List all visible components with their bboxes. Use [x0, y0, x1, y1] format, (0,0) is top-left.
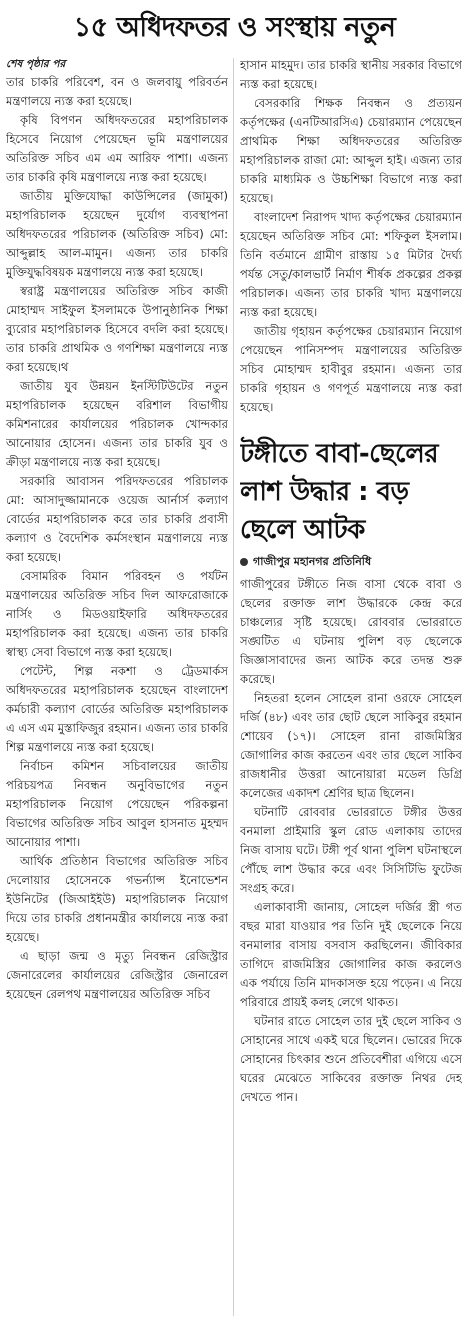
byline [240, 553, 462, 571]
continued-from-label: শেষ পৃষ্ঠার পর [6, 58, 66, 70]
paragraph: জাতীয় মুক্তিযোদ্ধা কাউন্সিলের (জামুকা) মহাপরিচালক হয়েছেন দুর্যোগ ব্যবস্থাপনা অধিদফতরের পরিচালক (অতিরিক্ত সচিব) মো: আব্দুল্লাহ আল-মামুন। এজন্য তার চাকরি মুক্তিযুদ্ধবিষয়ক মন্ত্রণালয়ে ন্যস্ত করা হয়েছে। [6, 189, 228, 279]
paragraph: ঘটনাটি রোববার ভোররাতে টঙ্গীর উত্তর বনমালা প্রাইমারি স্কুল রোড এলাকায় তাদের নিজ বাসায় ঘটে। টঙ্গী পূর্ব থানা পুলিশ ঘটনাস্থলে পৌঁছে লাশ উদ্ধার করে এবং সিসিটিভি ফুটেজ সংগ্রহ করে। [240, 805, 462, 895]
left-column [6, 56, 228, 1318]
paragraph: তার চাকরি পরিবেশ, বন ও জলবায়ু পরিবর্তন মন্ত্রণালয়ে ন্যস্ত করা হয়েছে। [6, 75, 228, 108]
paragraph: এলাকাবাসী জানায়, সোহেল দর্জির স্ত্রী গত বছর মারা যাওয়ার পর তিনি দুই ছেলেকে নিয়ে বনমালার বাসায় বসবাস করছিলেন। জীবিকার তাগিদে রাজমিস্ত্রির জোগালির কাজ করলেও এক পর্যায়ে তিনি মাদকাসক্ত হয়ে পড়েন। এ নিয়ে পরিবারে প্রায়ই কলহ লেগে থাকত। [240, 900, 462, 1009]
paragraph: জাতীয় যুব উন্নয়ন ইনস্টিটিউটের নতুন মহাপরিচালক হয়েছেন বরিশাল বিভাগীয় কমিশনারের কার্যালয়ের পরিচালক খোন্দকার আনোয়ার হোসেন। এজন্য তার চাকরি যুব ও ক্রীড়া মন্ত্রণালয়ে ন্যস্ত করা হয়েছে। [6, 379, 228, 469]
paragraph: সরকারি আবাসন পরিদফতরের পরিচালক মো: আসাদুজ্জামানকে ওয়েজ আর্নার্স কল্যাণ বোর্ডের মহাপরিচালক করে তার চাকরি প্রবাসী কল্যাণ ও বৈদেশিক কর্মসংস্থান মন্ত্রণালয়ে ন্যস্ত করা হয়েছে। [6, 474, 228, 564]
paragraph: ঘটনার রাতে সোহেল তার দুই ছেলে সাকিব ও সোহানের সাথে একই ঘরে ছিলেন। ভোরের দিকে সোহানের চিৎকার শুনে প্রতিবেশীরা এগিয়ে এসে ঘরের মেঝেতে সাকিবের রক্তাক্ত নিথর দেহ দেখতে পান। [240, 1014, 462, 1104]
paragraph: বেসরকারি শিক্ষক নিবন্ধন ও প্রত্যয়ন কর্তৃপক্ষের (এনটিআরসিএ) চেয়ারম্যান পেয়েছেন প্রাথমিক শিক্ষা অধিদফতরের অতিরিক্ত মহাপরিচালক রাজা মো: আব্দুল হাই। এজন্য তার চাকরি মাধ্যমিক ও উচ্চশিক্ষা বিভাগে ন্যস্ত করা হয়েছে। [240, 96, 462, 205]
column-divider [233, 58, 234, 1316]
paragraph: জাতীয় গৃহায়ন কর্তৃপক্ষের চেয়ারম্যান নিয়োগ পেয়েছেন পানিসম্পদ মন্ত্রণালয়ের অতিরিক্ত সচিব মোহাম্মদ হাবীবুর রহমান। এজন্য তার চাকরি গৃহায়ন ও গণপূর্ত মন্ত্রণালয়ে ন্যস্ত করা হয়েছে। [240, 324, 462, 414]
right-column [240, 56, 462, 1318]
paragraph: বেসামরিক বিমান পরিবহন ও পর্যটন মন্ত্রণালয়ের অতিরিক্ত সচিব দিল আফরোজাকে নার্সিং ও মিডওয়াইফারি অধিদফতরের মহাপরিচালক করা হয়েছে। এজন্য তার চাকরি স্বাস্থ্য সেবা বিভাগে ন্যস্ত করা হয়েছে। [6, 569, 228, 659]
paragraph: কৃষি বিপণন অধিদফতরের মহাপরিচালক হিসেবে নিয়োগ পেয়েছেন ভূমি মন্ত্রণালয়ের অতিরিক্ত সচিব এম এম আরিফ পাশা। এজন্য তার চাকরি কৃষি মন্ত্রণালয়ে ন্যস্ত করা হয়েছে। [6, 113, 228, 184]
paragraph: স্বরাষ্ট্র মন্ত্রণালয়ের অতিরিক্ত সচিব কাজী মোহাম্মদ সাইফুল ইসলামকে উপানুষ্ঠানিক শিক্ষা ব্যুরোর মহাপরিচালক হিসেবে বদলি করা হয়েছে। তার চাকরি প্রাথমিক ও গণশিক্ষা মন্ত্রণালয়ে ন্যস্ত করা হয়েছে।থ [6, 284, 228, 374]
paragraph: এ ছাড়া জন্ম ও মৃত্যু নিবন্ধন রেজিস্ট্রার জেনারেলের কার্যালয়ের রেজিস্ট্রার জেনারেল হয়েছেন রেলপথ মন্ত্রণালয়ের অতিরিক্ত সচিব [6, 949, 228, 1001]
bullet-icon [240, 558, 248, 566]
paragraph: বাংলাদেশ নিরাপদ খাদ্য কর্তৃপক্ষের চেয়ারম্যান হয়েছেন অতিরিক্ত সচিব মো: শফিকুল ইসলাম। তিনি বর্তমানে গ্রামীণ রাস্তায় ১৫ মিটার দৈর্ঘ্য পর্যন্ত সেতু/কালভার্ট নির্মাণ শীর্ষক প্রকল্পের প্রকল্প পরিচালক। এজন্য তার চাকরি খাদ্য মন্ত্রণালয়ে ন্যস্ত করা হয়েছে। [240, 210, 462, 319]
paragraph: পেটেন্ট, শিল্প নকশা ও ট্রেডমার্কস অধিদফতরের মহাপরিচালক হয়েছেন বাংলাদেশ কর্মচারী কল্যাণ বোর্ডের অতিরিক্ত মহাপরিচালক এ এস এম মুস্তাফিজুর রহমান। এজন্য তার চাকরি শিল্প মন্ত্রণালয়ে ন্যস্ত করা হয়েছে। [6, 664, 228, 754]
paragraph: গাজীপুরের টঙ্গীতে নিজ বাসা থেকে বাবা ও ছেলের রক্তাক্ত লাশ উদ্ধারকে কেন্দ্র করে চাঞ্চল্যের সৃষ্টি হয়েছে। রোববার ভোররাতে সঙ্ঘটিত এ ঘটনায় পুলিশ বড় ছেলেকে জিজ্ঞাসাবাদের জন্য আটক করে তদন্ত শুরু করেছে। [240, 577, 462, 686]
paragraph: হাসান মাহমুদ। তার চাকরি স্থানীয় সরকার বিভাগে ন্যস্ত করা হয়েছে। [240, 58, 462, 91]
paragraph: আর্থিক প্রতিষ্ঠান বিভাগের অতিরিক্ত সচিব দেলোয়ার হোসেনকে গভর্ন্যান্স ইনোভেশন ইউনিটের (জিআইইউ) মহাপরিচালক নিয়োগ দিয়ে তার চাকরি প্রধানমন্ত্রীর কার্যালয়ে ন্যস্ত করা হয়েছে। [6, 854, 228, 944]
paragraph: নির্বাচন কমিশন সচিবালয়ের জাতীয় পরিচয়পত্র নিবন্ধন অনুবিভাগের নতুন মহাপরিচালক নিয়োগ পেয়েছেন পরিকল্পনা বিভাগের অতিরিক্ত সচিব আবুল হাসনাত মুহম্মদ আনোয়ার পাশা। [6, 759, 228, 849]
article-headline: ১৫ অধিদফতর ও সংস্থায় নতুন [73, 12, 396, 43]
byline-text: গাজীপুর মহানগর প্রতিনিধি [253, 555, 372, 568]
paragraph: নিহতরা হলেন সোহেল রানা ওরফে সোহেল দর্জি (৪৮) এবং তার ছোট ছেলে সাকিবুর রহমান শোয়েব (১৭)। সোহেল রানা রাজমিস্ত্রির জোগালির কাজ করতেন এবং তার ছেলে সাকিব রাজধানীর উত্তরা আনোয়ারা মডেল ডিগ্রি কলেজের একাদশ শ্রেণির ছাত্র ছিলেন। [240, 691, 462, 800]
second-story-headline: টঙ্গীতে বাবা-ছেলের লাশ উদ্ধার : বড় ছেলে আটক [240, 439, 439, 545]
